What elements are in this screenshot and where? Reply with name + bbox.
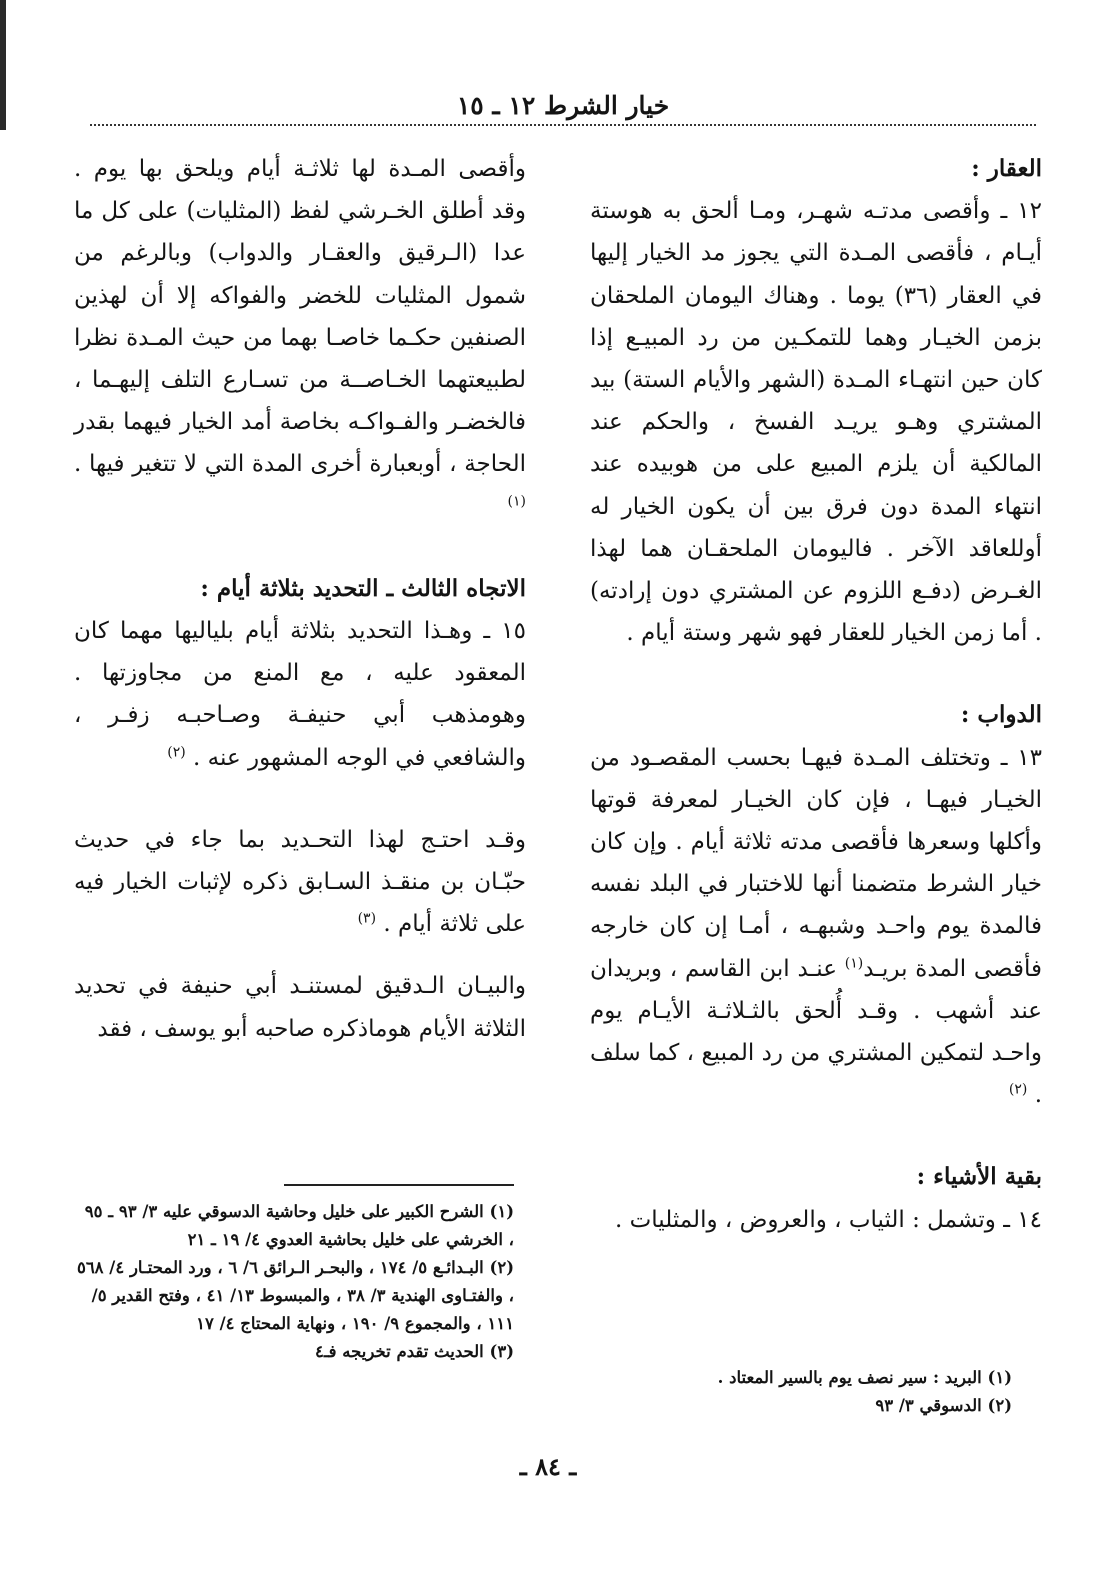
footnote-separator xyxy=(284,1184,514,1186)
paragraph-bayan: والبيـان الـدقيق لمستنـد أبي حنيفة في تحديد الثلاثة الأيام هوماذكره صاحبه أبو يوسف ، فقد xyxy=(74,973,526,1042)
paragraph-15-text: ١٥ ـ وهـذا التحديد بثلاثة أيام بلياليها مهما كان المعقود عليه ، مع المنع من مجاوزتها . وهومذهب أبي حنيفـة وصـاحبـه زفـر ، والشافعي في الوجه المشهور عنه . xyxy=(74,618,526,771)
footnote-2: (٢) البـدائـع ٥/ ١٧٤ ، والبحـر الـرائق ٦/ ٦ ، ورد المحتـار ٤/ ٥٦٨ ، والفتـاوى الهندية ٣/ ٣٨ ، والمبسوط ١٣/ ٤١ ، وفتح القدير ٥/ ١١١ ، والمجموع ٩/ ١٩٠ ، ونهاية المحتاج ٤/ ١٧ xyxy=(76,1258,514,1333)
spacer xyxy=(74,779,526,819)
paragraph-13-text-b: عنـد ابن القاسم ، وبريدان عند أشهب . وقـد أُلحق بالثـلاثـة الأيـام يوم واحـد لتمكين المشتري من رد المبيع ، كما سلف . xyxy=(590,955,1042,1109)
paragraph-continuation xyxy=(74,148,526,528)
left-column xyxy=(74,148,526,1050)
footnotes-right xyxy=(592,1364,1012,1420)
running-header: خيار الشرط ١٢ ـ ١٥ xyxy=(456,91,670,120)
footnote-ref: (٢) xyxy=(1008,1081,1028,1098)
page-edge-shadow xyxy=(0,0,6,130)
page-number: ـ ٨٤ ـ xyxy=(519,1452,577,1481)
footnote-1: (١) الشرح الكبير على خليل وحاشية الدسوقي عليه ٣/ ٩٣ ـ ٩٥ ، الخرشي على خليل بحاشية العدوي ٤/ ١٩ ـ ٢١ xyxy=(84,1202,514,1249)
paragraph-13-text-a: ١٣ ـ وتختلف المـدة فيهـا بحسب المقصـود من الخيـار فيهـا ، فإن كان الخيـار لمعرفة قوتها وأكلها وسعرها فأقصى مدته ثلاثة أيام . وإن كان خيار الشرط متضمنا أنها للاختبار في البلد نفسه فالمدة يوم واحـد وشبهـه ، أمـا إن كان خارجه فأقصى المدة بريـد xyxy=(590,744,1042,982)
footnote-ref: (١) xyxy=(844,955,864,971)
paragraph-13 xyxy=(590,737,1042,1117)
spacer xyxy=(74,528,526,568)
paragraph-14: ١٤ ـ وتشمل : الثياب ، والعروض ، والمثليات . xyxy=(614,1206,1042,1233)
spacer xyxy=(590,1116,1042,1156)
section-heading-third-trend: الاتجاه الثالث ـ التحديد بثلاثة أيام : xyxy=(200,574,526,602)
footnote-ref: (٣) xyxy=(357,910,377,927)
section-heading-aqar: العقار : xyxy=(971,155,1042,182)
footnote-ref: (١) xyxy=(507,492,526,509)
spacer xyxy=(74,945,526,965)
footnote-ref: (٢) xyxy=(167,743,186,760)
section-heading-dawab: الدواب : xyxy=(960,701,1042,729)
paragraph-hadith xyxy=(74,819,526,946)
spacer xyxy=(590,654,1042,694)
footnote-3: (٣) الحديث تقدم تخريجه فـ٤ xyxy=(314,1342,514,1361)
paragraph-15 xyxy=(74,610,526,779)
paragraph-continuation-text: وأقصى المـدة لها ثلاثـة أيام ويلحق بها يوم . وقد أطلق الخـرشي لفظ (المثليات) على كل ما عدا (الـرقيق والعقـار والدواب) وبالرغم من شمول المثليات للخضر والفواكه إلا أن لهذين الصنفين حكـما خاصـا بهما من حيث المـدة نظرا لطبيعتهما الخـاصــة من تسـارع التلف إليهـما ، فالخضـر والفـواكـه بخاصة أمد الخيار فيهما بقدر الحاجة ، أوبعبارة أخرى المدة التي لا تتغير فيها . xyxy=(74,156,526,478)
header-dotted-rule xyxy=(90,124,1036,126)
paragraph-hadith-text: وقـد احتـج لهذا التحـديد بما جاء في حديث حبّـان بن منقـذ السـابق ذكره لإثبات الخيار فيه على ثلاثة أيام . xyxy=(74,826,526,938)
footnote-2: (٢) الدسوقي ٣/ ٩٣ xyxy=(875,1396,1012,1415)
section-heading-baqiya: بقية الأشياء : xyxy=(916,1163,1042,1191)
paragraph-12: ١٢ ـ وأقصى مدتـه شهـر، ومـا ألحق به هوستة أيـام ، فأقصى المـدة التي يجوز مد الخيار إليها في العقار (٣٦) يوما . وهناك اليومان الملحقان بزمن الخيـار وهما للتمكـين من رد المبيـع إذا كان حين انتهـاء المـدة (الشهر والأيام الستة) بيد المشتري وهـو يريـد الفسخ ، والحكم عند المالكية أن يلزم المبيع على من هوبيده عند انتهاء المدة دون فرق بين أن يكون الخيار له أوللعاقد الآخر . فاليومان الملحقـان هما لهذا الغـرض (دفـع اللزوم عن المشتري دون إرادته) . أما زمن الخيار للعقار فهو شهر وستة أيام . xyxy=(590,198,1042,647)
footnote-1: (١) البريد : سير نصف يوم بالسير المعتاد . xyxy=(717,1368,1012,1387)
footnotes-left xyxy=(74,1164,514,1366)
right-column xyxy=(590,148,1042,1241)
